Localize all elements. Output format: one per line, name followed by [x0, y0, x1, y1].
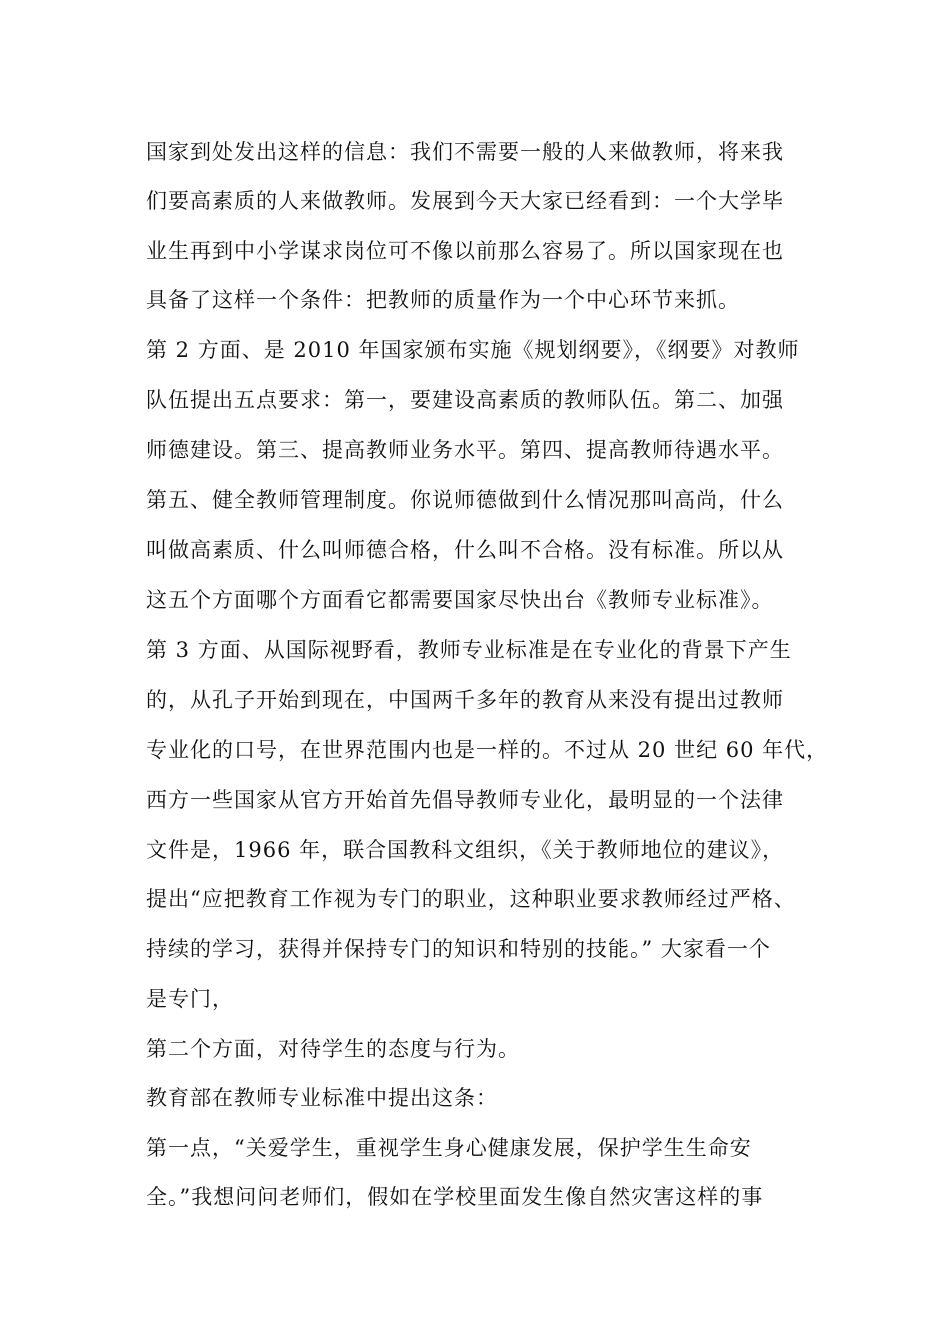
- text-line: 队伍提出五点要求：第一，要建设高素质的教师队伍。第二、加强: [146, 388, 784, 412]
- text-line: 持续的学习，获得并保持专门的知识和特别的技能。” 大家看一个: [146, 937, 771, 961]
- text-line: 专业化的口号，在世界范围内也是一样的。不过从 20 世纪 60 年代，: [146, 738, 829, 762]
- text-line: 第一点，“关爱学生，重视学生身心健康发展，保护学生生命安: [146, 1136, 752, 1160]
- text-line: 们要高素质的人来做教师。发展到今天大家已经看到：一个大学毕: [146, 189, 784, 213]
- text-line: 提出“应把教育工作视为专门的职业，这种职业要求教师经过严格、: [146, 887, 796, 911]
- text-line: 第二个方面，对待学生的态度与行为。: [146, 1037, 520, 1061]
- text-line: 是专门，: [146, 987, 234, 1011]
- text-line: 教育部在教师专业标准中提出这条：: [146, 1086, 498, 1110]
- text-line: 第五、健全教师管理制度。你说师德做到什么情况那叫高尚，什么: [146, 488, 784, 512]
- text-line: 师德建设。第三、提高教师业务水平。第四、提高教师待遇水平。: [146, 438, 784, 462]
- text-line: 这五个方面哪个方面看它都需要国家尽快出台《教师专业标准》。: [146, 588, 774, 612]
- text-line: 叫做高素质、什么叫师德合格，什么叫不合格。没有标准。所以从: [146, 538, 784, 562]
- text-line: 国家到处发出这样的信息：我们不需要一般的人来做教师，将来我: [146, 140, 784, 164]
- text-line: 全。”我想问问老师们，假如在学校里面发生像自然灾害这样的事: [146, 1185, 764, 1209]
- text-line: 西方一些国家从官方开始首先倡导教师专业化，最明显的一个法律: [146, 788, 784, 812]
- text-line: 具备了这样一个条件：把教师的质量作为一个中心环节来抓。: [146, 288, 740, 312]
- text-line: 文件是，1966 年，联合国教科文组织，《关于教师地位的建议》，: [146, 838, 785, 862]
- text-line: 业生再到中小学谋求岗位可不像以前那么容易了。所以国家现在也: [146, 239, 784, 263]
- text-line: 的，从孔子开始到现在，中国两千多年的教育从来没有提出过教师: [146, 688, 784, 712]
- text-line: 第 3 方面、从国际视野看，教师专业标准是在专业化的背景下产生: [146, 638, 792, 662]
- text-line: 第 2 方面、是 2010 年国家颁布实施《规划纲要》，《纲要》对教师: [146, 338, 800, 362]
